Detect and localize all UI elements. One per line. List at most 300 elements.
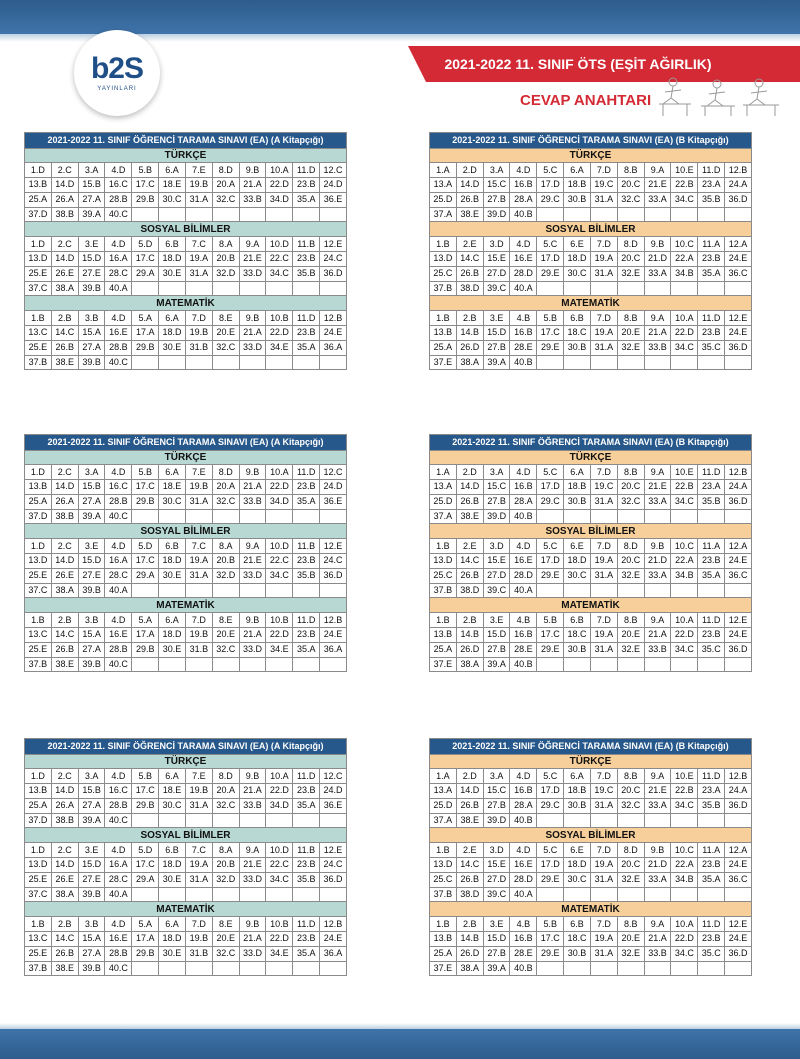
answer-cell: 39.A bbox=[483, 355, 510, 370]
answer-cell: 37.E bbox=[430, 657, 457, 672]
answer-cell: 23.B bbox=[293, 784, 320, 799]
answer-cell: 31.A bbox=[590, 946, 617, 961]
answer-cell: 37.E bbox=[430, 355, 457, 370]
answer-cell: 28.C bbox=[105, 266, 132, 281]
table-row bbox=[25, 340, 347, 355]
answer-cell: 7.C bbox=[185, 539, 212, 554]
answer-cell: 9.B bbox=[644, 237, 671, 252]
answer-cell: 1.B bbox=[430, 237, 457, 252]
answer-cell: 27.E bbox=[78, 266, 105, 281]
answer-cell bbox=[212, 207, 239, 222]
answer-cell: 10.A bbox=[266, 163, 293, 178]
answer-cell: 12.E bbox=[320, 843, 347, 858]
answer-cell: 24.E bbox=[725, 858, 752, 873]
answer-cell: 7.D bbox=[590, 917, 617, 932]
answer-cell: 2.B bbox=[456, 311, 483, 326]
answer-key-table-a-1 bbox=[24, 132, 347, 370]
answer-cell: 15.A bbox=[78, 326, 105, 341]
answer-cell: 29.E bbox=[537, 568, 564, 583]
answer-cell: 32.C bbox=[212, 946, 239, 961]
answer-cell: 39.A bbox=[483, 961, 510, 976]
answer-cell: 30.C bbox=[159, 192, 186, 207]
section-header: SOSYAL BİLİMLER bbox=[430, 524, 752, 539]
answer-cell: 31.B bbox=[185, 642, 212, 657]
answer-cell: 26.B bbox=[51, 642, 78, 657]
answer-cell: 12.C bbox=[320, 163, 347, 178]
answer-cell bbox=[617, 281, 644, 296]
answer-cell: 32.E bbox=[617, 872, 644, 887]
answer-cell: 2.C bbox=[51, 843, 78, 858]
answer-cell: 24.C bbox=[320, 858, 347, 873]
answer-cell: 9.B bbox=[239, 917, 266, 932]
answer-cell: 30.B bbox=[564, 642, 591, 657]
answer-cell bbox=[320, 657, 347, 672]
answer-cell: 20.B bbox=[212, 858, 239, 873]
answer-cell: 10.E bbox=[671, 769, 698, 784]
answer-cell: 40.A bbox=[105, 887, 132, 902]
answer-cell: 12.B bbox=[725, 769, 752, 784]
table-row bbox=[25, 642, 347, 657]
table-row bbox=[25, 266, 347, 281]
answer-cell: 16.A bbox=[105, 858, 132, 873]
section-header: SOSYAL BİLİMLER bbox=[25, 524, 347, 539]
answer-cell bbox=[671, 961, 698, 976]
answer-cell bbox=[564, 207, 591, 222]
answer-cell: 14.C bbox=[456, 554, 483, 569]
table-title: 2021-2022 11. SINIF ÖĞRENCİ TARAMA SINAVI (EA) (A Kitapçığı) bbox=[25, 739, 347, 755]
answer-cell: 14.C bbox=[51, 932, 78, 947]
answer-cell: 40.B bbox=[510, 813, 537, 828]
answer-cell: 22.C bbox=[266, 858, 293, 873]
table-title: 2021-2022 11. SINIF ÖĞRENCİ TARAMA SINAVI (EA) (A Kitapçığı) bbox=[25, 435, 347, 451]
answer-cell: 17.D bbox=[537, 480, 564, 495]
answer-cell: 19.A bbox=[590, 326, 617, 341]
answer-cell: 13.D bbox=[430, 252, 457, 267]
answer-cell bbox=[320, 281, 347, 296]
table-row bbox=[25, 872, 347, 887]
answer-cell: 18.D bbox=[159, 252, 186, 267]
answer-cell: 5.D bbox=[132, 843, 159, 858]
answer-cell: 11.D bbox=[698, 163, 725, 178]
answer-cell: 25.A bbox=[430, 946, 457, 961]
answer-cell: 14.D bbox=[51, 480, 78, 495]
answer-cell: 25.A bbox=[430, 340, 457, 355]
answer-cell: 10.C bbox=[671, 843, 698, 858]
answer-cell bbox=[537, 509, 564, 524]
answer-cell: 4.D bbox=[510, 237, 537, 252]
answer-cell: 2.D bbox=[456, 769, 483, 784]
answer-cell: 8.B bbox=[617, 163, 644, 178]
answer-cell bbox=[320, 207, 347, 222]
answer-cell: 25.C bbox=[430, 872, 457, 887]
answer-cell: 36.D bbox=[725, 946, 752, 961]
table-row bbox=[430, 798, 752, 813]
answer-cell: 6.A bbox=[564, 163, 591, 178]
answer-cell: 15.E bbox=[483, 554, 510, 569]
answer-cell: 16.E bbox=[105, 326, 132, 341]
answer-cell: 32.C bbox=[617, 192, 644, 207]
answer-cell: 8.D bbox=[617, 539, 644, 554]
answer-cell bbox=[239, 207, 266, 222]
answer-cell: 33.A bbox=[644, 192, 671, 207]
answer-cell: 29.E bbox=[537, 946, 564, 961]
section-header: SOSYAL BİLİMLER bbox=[25, 828, 347, 843]
answer-cell: 25.A bbox=[25, 192, 52, 207]
answer-cell: 23.B bbox=[293, 932, 320, 947]
answer-cell: 28.C bbox=[105, 568, 132, 583]
answer-cell: 13.B bbox=[430, 628, 457, 643]
answer-cell: 25.D bbox=[430, 192, 457, 207]
answer-cell: 11.D bbox=[698, 917, 725, 932]
answer-cell: 39.C bbox=[483, 281, 510, 296]
answer-cell: 33.D bbox=[239, 568, 266, 583]
answer-cell bbox=[266, 961, 293, 976]
answer-cell: 24.A bbox=[725, 784, 752, 799]
answer-cell bbox=[266, 583, 293, 598]
answer-cell: 10.B bbox=[266, 311, 293, 326]
answer-cell: 1.D bbox=[25, 465, 52, 480]
answer-cell bbox=[185, 207, 212, 222]
answer-cell: 13.C bbox=[25, 628, 52, 643]
table-row bbox=[430, 192, 752, 207]
answer-cell: 2.C bbox=[51, 163, 78, 178]
answer-cell: 19.A bbox=[185, 858, 212, 873]
answer-cell bbox=[725, 207, 752, 222]
answer-cell: 12.B bbox=[320, 311, 347, 326]
section-header: MATEMATİK bbox=[25, 902, 347, 917]
answer-cell: 19.A bbox=[590, 858, 617, 873]
answer-cell bbox=[239, 583, 266, 598]
answer-cell: 8.D bbox=[212, 163, 239, 178]
answer-cell: 30.E bbox=[159, 568, 186, 583]
table-row bbox=[25, 509, 347, 524]
answer-cell: 33.D bbox=[239, 340, 266, 355]
answer-cell: 20.C bbox=[617, 178, 644, 193]
answer-cell: 37.A bbox=[430, 509, 457, 524]
answer-cell bbox=[212, 813, 239, 828]
answer-cell: 24.E bbox=[320, 932, 347, 947]
answer-cell bbox=[590, 657, 617, 672]
answer-cell: 16.E bbox=[105, 628, 132, 643]
answer-cell: 31.A bbox=[185, 798, 212, 813]
answer-cell: 6.A bbox=[564, 769, 591, 784]
answer-cell: 4.B bbox=[510, 311, 537, 326]
answer-cell: 24.E bbox=[320, 628, 347, 643]
answer-cell: 36.C bbox=[725, 872, 752, 887]
answer-cell: 5.B bbox=[537, 613, 564, 628]
answer-cell: 9.A bbox=[644, 465, 671, 480]
answer-cell: 5.B bbox=[537, 917, 564, 932]
answer-cell: 2.B bbox=[51, 613, 78, 628]
answer-cell bbox=[159, 813, 186, 828]
answer-cell: 29.E bbox=[537, 642, 564, 657]
answer-cell bbox=[293, 961, 320, 976]
answer-cell: 19.A bbox=[590, 252, 617, 267]
answer-cell: 33.B bbox=[644, 946, 671, 961]
answer-cell: 24.E bbox=[725, 554, 752, 569]
answer-cell: 29.E bbox=[537, 340, 564, 355]
answer-cell: 2.B bbox=[51, 917, 78, 932]
answer-cell: 34.D bbox=[266, 494, 293, 509]
answer-cell: 11.D bbox=[293, 465, 320, 480]
answer-cell: 3.A bbox=[78, 163, 105, 178]
answer-cell bbox=[266, 509, 293, 524]
answer-cell: 28.A bbox=[510, 494, 537, 509]
answer-cell: 38.D bbox=[456, 887, 483, 902]
answer-cell: 15.D bbox=[78, 554, 105, 569]
answer-cell: 26.B bbox=[456, 872, 483, 887]
answer-cell: 4.B bbox=[510, 917, 537, 932]
answer-cell: 20.C bbox=[617, 252, 644, 267]
answer-cell: 33.A bbox=[644, 798, 671, 813]
answer-cell: 33.A bbox=[644, 872, 671, 887]
answer-cell: 30.C bbox=[564, 266, 591, 281]
answer-cell: 22.D bbox=[266, 628, 293, 643]
answer-cell: 27.A bbox=[78, 642, 105, 657]
answer-cell: 23.B bbox=[698, 554, 725, 569]
answer-cell: 15.D bbox=[78, 858, 105, 873]
answer-cell bbox=[239, 281, 266, 296]
answer-cell: 35.B bbox=[698, 192, 725, 207]
answer-cell: 6.E bbox=[564, 843, 591, 858]
answer-cell: 18.D bbox=[564, 252, 591, 267]
answer-cell: 30.C bbox=[564, 568, 591, 583]
answer-cell: 3.A bbox=[78, 465, 105, 480]
answer-cell: 28.B bbox=[105, 494, 132, 509]
answer-cell: 1.B bbox=[430, 311, 457, 326]
answer-cell: 23.B bbox=[293, 326, 320, 341]
answer-cell bbox=[671, 657, 698, 672]
answer-cell: 32.C bbox=[212, 798, 239, 813]
answer-cell bbox=[564, 509, 591, 524]
answer-cell: 24.A bbox=[725, 178, 752, 193]
answer-cell: 34.B bbox=[671, 872, 698, 887]
answer-cell bbox=[185, 887, 212, 902]
answer-cell bbox=[212, 509, 239, 524]
answer-cell: 18.E bbox=[159, 480, 186, 495]
answer-cell: 6.B bbox=[564, 917, 591, 932]
answer-cell bbox=[266, 207, 293, 222]
answer-cell: 21.E bbox=[644, 480, 671, 495]
answer-cell: 12.E bbox=[725, 917, 752, 932]
answer-cell bbox=[212, 583, 239, 598]
answer-cell: 26.B bbox=[456, 266, 483, 281]
answer-cell: 18.B bbox=[564, 178, 591, 193]
answer-cell: 32.E bbox=[617, 568, 644, 583]
answer-cell: 15.C bbox=[483, 178, 510, 193]
answer-cell: 33.D bbox=[239, 266, 266, 281]
answer-cell: 4.D bbox=[510, 769, 537, 784]
answer-cell: 7.D bbox=[590, 237, 617, 252]
answer-cell: 13.D bbox=[430, 554, 457, 569]
answer-cell: 4.D bbox=[105, 613, 132, 628]
answer-cell: 40.A bbox=[105, 583, 132, 598]
answer-cell: 20.E bbox=[212, 326, 239, 341]
answer-cell: 27.B bbox=[483, 798, 510, 813]
answer-cell: 16.E bbox=[105, 932, 132, 947]
answer-cell: 30.E bbox=[159, 340, 186, 355]
answer-cell: 38.E bbox=[456, 509, 483, 524]
answer-cell: 20.A bbox=[212, 784, 239, 799]
answer-cell bbox=[590, 355, 617, 370]
answer-cell bbox=[590, 887, 617, 902]
answer-cell bbox=[132, 887, 159, 902]
answer-cell: 20.E bbox=[617, 628, 644, 643]
answer-cell: 20.B bbox=[212, 252, 239, 267]
answer-cell: 29.B bbox=[132, 192, 159, 207]
answer-cell: 12.C bbox=[320, 769, 347, 784]
answer-cell: 34.C bbox=[671, 340, 698, 355]
answer-cell: 35.C bbox=[698, 340, 725, 355]
answer-cell: 14.D bbox=[51, 554, 78, 569]
answer-cell: 34.C bbox=[671, 642, 698, 657]
answer-cell: 19.A bbox=[590, 554, 617, 569]
answer-cell: 20.C bbox=[617, 554, 644, 569]
answer-cell: 4.D bbox=[105, 539, 132, 554]
answer-cell: 16.A bbox=[105, 252, 132, 267]
answer-cell: 5.C bbox=[537, 843, 564, 858]
answer-cell: 37.A bbox=[430, 813, 457, 828]
answer-cell: 14.D bbox=[456, 480, 483, 495]
table-row bbox=[430, 494, 752, 509]
answer-cell: 18.D bbox=[159, 858, 186, 873]
answer-cell: 9.A bbox=[239, 843, 266, 858]
answer-cell: 18.E bbox=[159, 178, 186, 193]
answer-cell: 23.A bbox=[698, 178, 725, 193]
answer-cell: 9.B bbox=[239, 163, 266, 178]
answer-cell: 9.B bbox=[239, 465, 266, 480]
answer-cell: 10.E bbox=[671, 163, 698, 178]
answer-cell: 28.D bbox=[510, 568, 537, 583]
answer-cell bbox=[266, 355, 293, 370]
answer-cell: 40.B bbox=[510, 509, 537, 524]
answer-cell: 17.C bbox=[132, 858, 159, 873]
answer-cell: 25.A bbox=[25, 494, 52, 509]
answer-cell bbox=[698, 509, 725, 524]
table-row bbox=[430, 480, 752, 495]
answer-cell: 11.D bbox=[293, 613, 320, 628]
table-title: 2021-2022 11. SINIF ÖĞRENCİ TARAMA SINAVI (EA) (A Kitapçığı) bbox=[25, 133, 347, 149]
table-row bbox=[25, 480, 347, 495]
answer-cell: 7.D bbox=[590, 539, 617, 554]
answer-cell: 5.C bbox=[537, 163, 564, 178]
answer-cell: 23.B bbox=[698, 326, 725, 341]
answer-cell: 20.A bbox=[212, 178, 239, 193]
answer-cell bbox=[185, 657, 212, 672]
answer-cell: 26.A bbox=[51, 494, 78, 509]
section-header: MATEMATİK bbox=[430, 598, 752, 613]
answer-cell: 13.A bbox=[430, 178, 457, 193]
answer-cell: 37.B bbox=[430, 887, 457, 902]
answer-cell: 11.A bbox=[698, 237, 725, 252]
answer-cell: 38.A bbox=[51, 583, 78, 598]
answer-cell: 2.E bbox=[456, 843, 483, 858]
answer-cell: 26.B bbox=[51, 340, 78, 355]
answer-cell: 4.D bbox=[105, 311, 132, 326]
answer-cell: 40.A bbox=[510, 887, 537, 902]
answer-cell bbox=[725, 281, 752, 296]
answer-cell: 33.B bbox=[239, 494, 266, 509]
table-row bbox=[25, 946, 347, 961]
answer-cell bbox=[293, 583, 320, 598]
table-row bbox=[430, 266, 752, 281]
answer-cell: 6.E bbox=[564, 539, 591, 554]
answer-cell bbox=[725, 887, 752, 902]
answer-cell: 40.C bbox=[105, 657, 132, 672]
answer-cell bbox=[320, 887, 347, 902]
answer-cell: 28.B bbox=[105, 192, 132, 207]
answer-cell: 36.D bbox=[320, 266, 347, 281]
answer-cell: 15.B bbox=[78, 178, 105, 193]
section-header: TÜRKÇE bbox=[25, 450, 347, 465]
answer-cell bbox=[239, 813, 266, 828]
answer-cell: 31.A bbox=[590, 494, 617, 509]
answer-cell: 22.D bbox=[671, 628, 698, 643]
answer-cell: 3.E bbox=[78, 237, 105, 252]
table-row bbox=[25, 583, 347, 598]
answer-cell bbox=[644, 207, 671, 222]
answer-cell bbox=[266, 657, 293, 672]
answer-cell: 15.D bbox=[78, 252, 105, 267]
answer-cell: 8.E bbox=[212, 917, 239, 932]
answer-cell: 38.E bbox=[51, 355, 78, 370]
answer-cell: 16.E bbox=[510, 554, 537, 569]
answer-cell bbox=[185, 813, 212, 828]
logo-subtext: YAYINLARI bbox=[97, 86, 137, 92]
answer-cell: 37.B bbox=[25, 657, 52, 672]
answer-cell: 22.B bbox=[671, 178, 698, 193]
table-row bbox=[25, 568, 347, 583]
answer-cell: 11.B bbox=[293, 843, 320, 858]
answer-cell: 17.C bbox=[537, 628, 564, 643]
answer-cell: 15.A bbox=[78, 628, 105, 643]
answer-cell: 16.C bbox=[105, 178, 132, 193]
answer-cell bbox=[725, 509, 752, 524]
answer-cell: 8.A bbox=[212, 237, 239, 252]
answer-cell: 25.C bbox=[430, 568, 457, 583]
answer-cell: 14.D bbox=[51, 858, 78, 873]
answer-cell: 1.D bbox=[25, 539, 52, 554]
answer-cell: 23.B bbox=[698, 628, 725, 643]
table-row bbox=[430, 961, 752, 976]
answer-cell: 40.B bbox=[510, 657, 537, 672]
answer-cell: 18.B bbox=[564, 480, 591, 495]
answer-cell: 15.E bbox=[483, 858, 510, 873]
answer-cell: 28.B bbox=[105, 340, 132, 355]
answer-cell: 26.B bbox=[456, 192, 483, 207]
answer-cell: 29.B bbox=[132, 340, 159, 355]
answer-cell: 33.D bbox=[239, 642, 266, 657]
table-row bbox=[430, 355, 752, 370]
answer-cell: 28.B bbox=[105, 946, 132, 961]
answer-cell bbox=[725, 657, 752, 672]
answer-cell: 27.A bbox=[78, 946, 105, 961]
answer-cell: 32.E bbox=[617, 946, 644, 961]
answer-cell: 27.D bbox=[483, 872, 510, 887]
answer-cell: 8.D bbox=[212, 465, 239, 480]
answer-cell: 24.E bbox=[725, 932, 752, 947]
answer-cell: 22.A bbox=[671, 858, 698, 873]
answer-cell: 3.E bbox=[483, 917, 510, 932]
answer-cell: 37.B bbox=[430, 281, 457, 296]
answer-cell bbox=[320, 583, 347, 598]
answer-cell: 29.B bbox=[132, 494, 159, 509]
answer-cell: 12.C bbox=[320, 465, 347, 480]
answer-cell: 36.D bbox=[725, 642, 752, 657]
answer-cell: 31.A bbox=[590, 266, 617, 281]
answer-cell: 29.A bbox=[132, 568, 159, 583]
answer-cell: 11.B bbox=[293, 237, 320, 252]
